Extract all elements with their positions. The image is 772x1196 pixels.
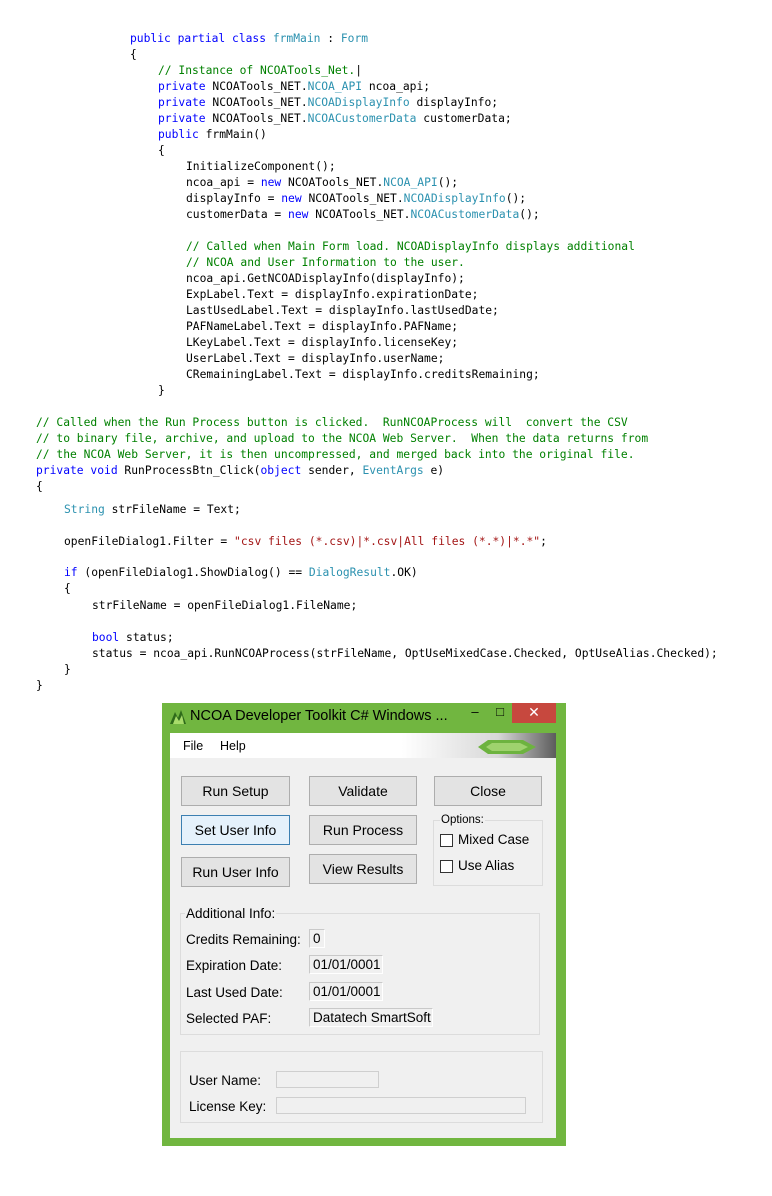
- code-line: {: [64, 582, 71, 595]
- code-line: }: [158, 384, 165, 397]
- view-results-button[interactable]: View Results: [309, 854, 417, 884]
- expiration-date-value: 01/01/0001: [309, 955, 383, 974]
- options-label: Options:: [441, 814, 484, 826]
- validate-button[interactable]: Validate: [309, 776, 417, 806]
- close-button[interactable]: Close: [434, 776, 542, 806]
- code-line: {: [158, 144, 165, 157]
- menu-bar: [170, 733, 556, 758]
- code-line: bool status;: [92, 631, 174, 644]
- code-line: PAFNameLabel.Text = displayInfo.PAFName;: [186, 320, 459, 333]
- code-line: private NCOATools_NET.NCOACustomerData customerData;: [158, 112, 512, 125]
- window-close-button[interactable]: ✕: [512, 703, 556, 723]
- code-line: LastUsedLabel.Text = displayInfo.lastUsedDate;: [186, 304, 499, 317]
- use-alias-checkbox[interactable]: [440, 860, 453, 873]
- code-line: // the NCOA Web Server, it is then uncompressed, and merged back into the original file.: [36, 448, 635, 461]
- code-line: public partial class frmMain : Form: [130, 32, 369, 45]
- code-line: LKeyLabel.Text = displayInfo.licenseKey;: [186, 336, 459, 349]
- expiration-date-label: Expiration Date:: [186, 958, 283, 973]
- code-line: // NCOA and User Information to the user.: [186, 256, 465, 269]
- code-line: {: [130, 48, 137, 61]
- selected-paf-value: Datatech SmartSoft: [309, 1008, 433, 1027]
- code-line: UserLabel.Text = displayInfo.userName;: [186, 352, 445, 365]
- code-line: // Called when Main Form load. NCOADisplayInfo displays additional: [186, 240, 635, 253]
- menu-help[interactable]: Help: [220, 739, 246, 753]
- code-line: }: [64, 663, 71, 676]
- code-line: // Called when the Run Process button is clicked. RunNCOAProcess will convert the CSV: [36, 416, 628, 429]
- code-line: private NCOATools_NET.NCOA_API ncoa_api;: [158, 80, 431, 93]
- window-title: NCOA Developer Toolkit C# Windows ...: [190, 708, 448, 724]
- code-line: InitializeComponent();: [186, 160, 336, 173]
- use-alias-label: Use Alias: [458, 858, 515, 873]
- code-line: openFileDialog1.Filter = "csv files (*.csv)|*.csv|All files (*.*)|*.*";: [64, 535, 547, 548]
- code-line: }: [36, 679, 43, 692]
- code-line: displayInfo = new NCOATools_NET.NCOADisplayInfo();: [186, 192, 527, 205]
- selected-paf-label: Selected PAF:: [186, 1011, 272, 1026]
- app-window: [162, 703, 566, 1146]
- last-used-date-value: 01/01/0001: [309, 982, 383, 1001]
- brand-logo-icon: [478, 738, 538, 756]
- minimize-button[interactable]: –: [471, 704, 479, 719]
- menu-file[interactable]: File: [183, 739, 204, 753]
- code-line: ncoa_api = new NCOATools_NET.NCOA_API();: [186, 176, 459, 189]
- maximize-button[interactable]: □: [496, 704, 504, 719]
- code-line: private void RunProcessBtn_Click(object sender, EventArgs e): [36, 464, 445, 477]
- code-line: status = ncoa_api.RunNCOAProcess(strFileName, OptUseMixedCase.Checked, OptUseAlias.Checked);: [92, 647, 718, 660]
- code-line: // to binary file, archive, and upload to the NCOA Web Server. When the data returns from: [36, 432, 649, 445]
- run-user-info-button[interactable]: Run User Info: [181, 857, 290, 887]
- code-line: public frmMain(): [158, 128, 267, 141]
- code-line: strFileName = openFileDialog1.FileName;: [92, 599, 358, 612]
- code-line: if (openFileDialog1.ShowDialog() == DialogResult.OK): [64, 566, 418, 579]
- credits-remaining-value: 0: [309, 929, 325, 948]
- options-group: [433, 820, 543, 886]
- user-name-field[interactable]: [276, 1071, 379, 1088]
- code-line: String strFileName = Text;: [64, 503, 241, 516]
- user-name-label: User Name:: [189, 1073, 262, 1088]
- mixed-case-label: Mixed Case: [458, 832, 530, 847]
- code-line: ExpLabel.Text = displayInfo.expirationDate;: [186, 288, 479, 301]
- code-line: {: [36, 480, 43, 493]
- set-user-info-button[interactable]: Set User Info: [181, 815, 290, 845]
- title-bar[interactable]: [162, 703, 566, 731]
- run-setup-button[interactable]: Run Setup: [181, 776, 290, 806]
- license-key-field[interactable]: [276, 1097, 526, 1114]
- code-line: ncoa_api.GetNCOADisplayInfo(displayInfo);: [186, 272, 465, 285]
- code-line: // Instance of NCOATools_Net.|: [158, 64, 363, 77]
- window-client: [170, 733, 556, 1138]
- additional-info-label: Additional Info:: [186, 906, 276, 921]
- last-used-date-label: Last Used Date:: [186, 985, 283, 1000]
- license-key-label: License Key:: [189, 1099, 267, 1114]
- credits-remaining-label: Credits Remaining:: [186, 932, 301, 947]
- run-process-button[interactable]: Run Process: [309, 815, 417, 845]
- code-line: customerData = new NCOATools_NET.NCOACustomerData();: [186, 208, 540, 221]
- ncoa-logo-icon: [170, 710, 186, 724]
- mixed-case-checkbox[interactable]: [440, 834, 453, 847]
- code-line: CRemainingLabel.Text = displayInfo.creditsRemaining;: [186, 368, 540, 381]
- code-line: private NCOATools_NET.NCOADisplayInfo displayInfo;: [158, 96, 499, 109]
